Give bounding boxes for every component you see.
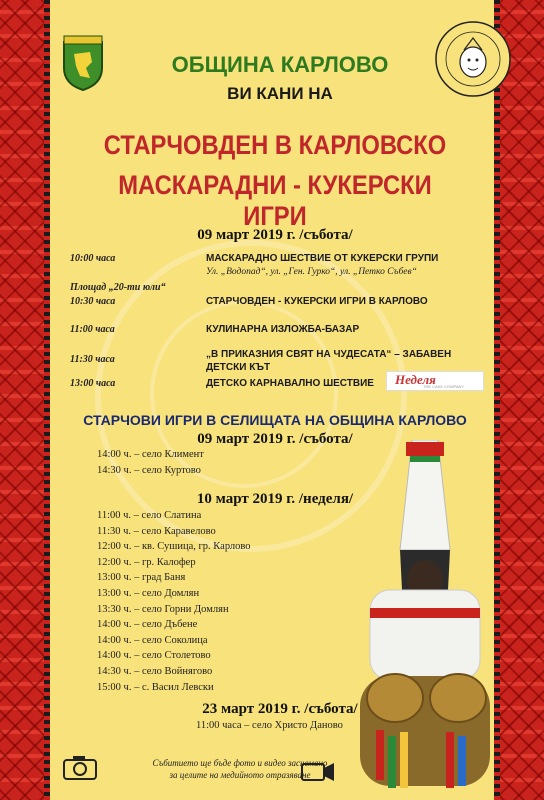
villages-section-title: СТАРЧОВИ ИГРИ В СЕЛИЩАТА НА ОБЩИНА КАРЛОВО — [83, 412, 467, 428]
villages-day1-list — [97, 447, 204, 478]
list-item: 12:00 ч. – гр. Калофер — [97, 556, 196, 568]
list-item: 11:00 часа – село Христо Даново — [196, 720, 343, 731]
coat-of-arms-icon — [60, 34, 106, 92]
villages-day1-date: 09 март 2019 г. /събота/ — [197, 431, 353, 447]
photo-camera-icon — [62, 753, 98, 781]
event-time: 10:00 часа — [70, 253, 116, 264]
invites-line: ВИ КАНИ НА — [227, 84, 333, 103]
event-time: 11:30 часа — [70, 354, 115, 365]
event-title: МАСКАРАДНО ШЕСТВИЕ ОТ КУКЕРСКИ ГРУПИ — [206, 253, 439, 264]
event-title-continued: ДЕТСКИ КЪТ — [206, 362, 271, 373]
event-title: СТАРЧОВДЕН - КУКЕРСКИ ИГРИ В КАРЛОВО — [206, 296, 428, 307]
event-title: „В ПРИКАЗНИЯ СВЯТ НА ЧУДЕСАТА“ – ЗАБАВЕН — [206, 349, 452, 360]
video-camera-icon — [300, 756, 336, 784]
villages-day2-list — [97, 508, 251, 695]
media-notice-line2: за целите на медийното отразяване — [169, 770, 311, 780]
event-time: 10:30 часа — [70, 296, 116, 307]
kukeri-stamp-icon — [434, 20, 512, 98]
event-title: ДЕТСКО КАРНАВАЛНО ШЕСТВИЕ — [206, 378, 374, 389]
list-item: 15:00 ч. – с. Васил Левски — [97, 681, 214, 693]
sponsor-name: Неделя — [395, 372, 436, 387]
media-notice-line1: Събитието ще бъде фото и видео заснемано — [152, 758, 328, 768]
event-place: Площад „20-ти юли“ — [70, 282, 166, 293]
villages-day3-list — [196, 718, 343, 734]
event-time: 11:00 часа — [70, 324, 115, 335]
list-item: 14:30 ч. – село Куртово — [97, 464, 201, 476]
day1-date: 09 март 2019 г. /събота/ — [197, 227, 353, 243]
ornament-border-right — [494, 0, 544, 800]
list-item: 14:30 ч. – село Войнягово — [97, 665, 213, 677]
villages-day3-date: 23 март 2019 г. /събота/ — [202, 701, 358, 717]
event-route: Ул. „Водопад“, ул. „Ген. Гурко“, ул. „Петко Събев“ — [206, 267, 417, 277]
sponsor-logo — [386, 371, 484, 391]
villages-day2-date: 10 март 2019 г. /неделя/ — [196, 491, 354, 507]
list-item: 13:00 ч. – град Баня — [97, 572, 186, 584]
ornament-border-left — [0, 0, 50, 800]
kuker-figure-image — [350, 440, 500, 800]
municipality-name: ОБЩИНА КАРЛОВО — [171, 52, 389, 77]
list-item: 11:00 ч. – село Слатина — [97, 510, 202, 521]
list-item: 13:00 ч. – село Домлян — [97, 587, 200, 599]
event-title: КУЛИНАРНА ИЗЛОЖБА-БАЗАР — [206, 324, 360, 335]
list-item: 14:00 ч. – село Климент — [97, 449, 204, 460]
list-item: 11:30 ч. – село Каравелово — [97, 525, 216, 537]
event-title-line1: СТАРЧОВДЕН В КАРЛОВСКО — [103, 130, 447, 160]
list-item: 14:00 ч. – село Столетово — [97, 650, 211, 662]
event-title-line2: МАСКАРАДНИ - КУКЕРСКИ ИГРИ — [118, 170, 432, 231]
sponsor-tagline: THE CAKE COMPANY — [423, 384, 465, 389]
list-item: 13:30 ч. – село Горни Домлян — [97, 603, 229, 615]
event-time: 13:00 часа — [70, 378, 116, 389]
list-item: 12:00 ч. – кв. Сушица, гр. Карлово — [97, 541, 251, 553]
list-item: 14:00 ч. – село Дъбене — [97, 619, 198, 631]
list-item: 14:00 ч. – село Соколица — [97, 634, 208, 646]
